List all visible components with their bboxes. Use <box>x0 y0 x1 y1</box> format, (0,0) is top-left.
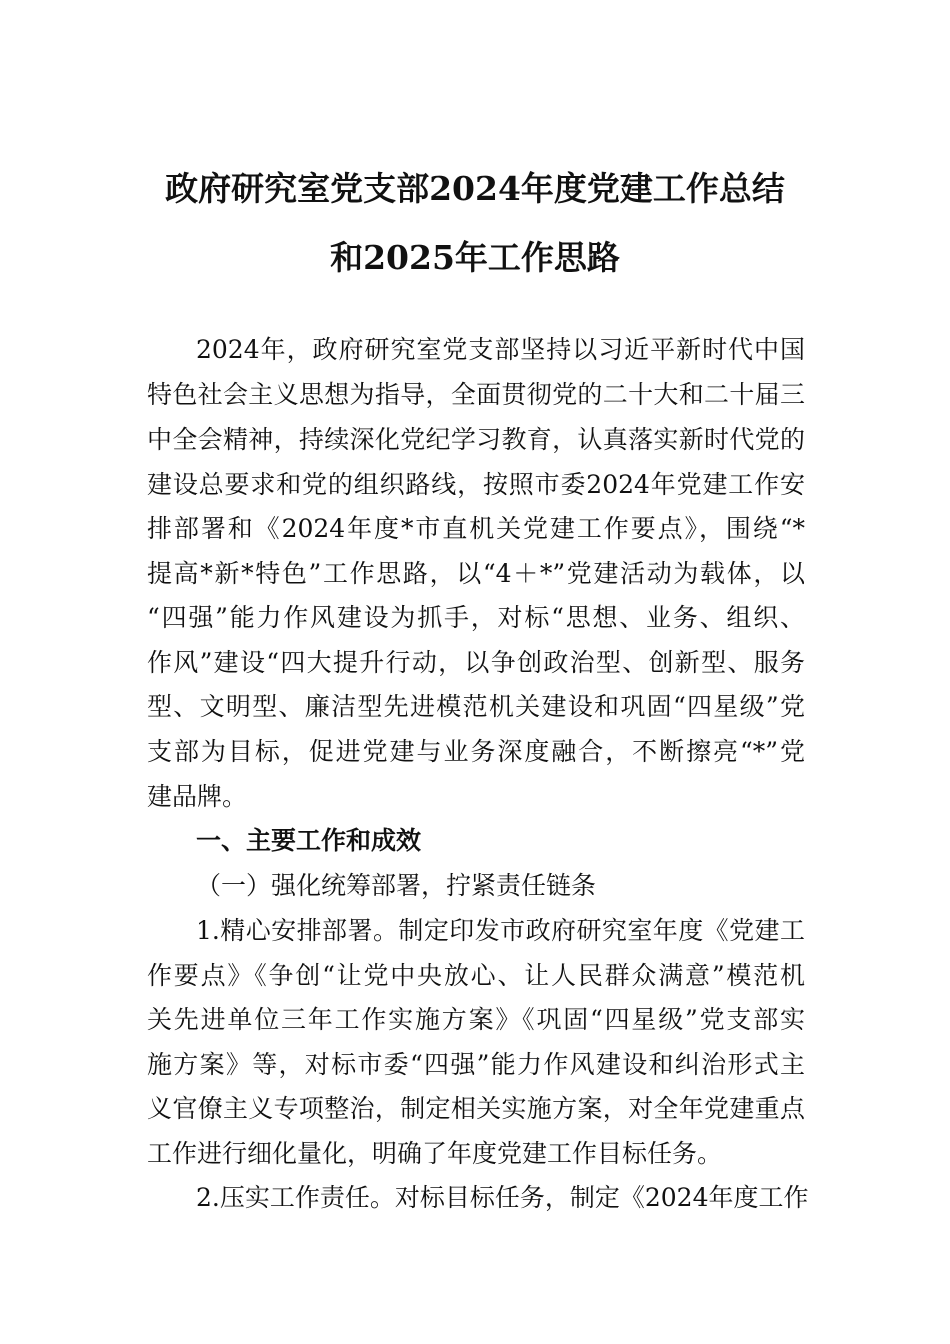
intro-line: 中全会精神，持续深化党纪学习教育，认真落实新时代党的 <box>147 425 805 454</box>
item-1-line: 义官僚主义专项整治，制定相关实施方案，对全年党建重点 <box>147 1094 805 1123</box>
item-1-line: 施方案》等，对标市委“四强”能力作风建设和纠治形式主 <box>147 1050 805 1079</box>
intro-line: 建设总要求和党的组织路线，按照市委2024年党建工作安 <box>147 470 805 499</box>
intro-line: 作风”建设“四大提升行动，以争创政治型、创新型、服务 <box>147 648 805 677</box>
intro-line: 2024年，政府研究室党支部坚持以习近平新时代中国 <box>196 335 805 364</box>
intro-line: 型、文明型、廉洁型先进模范机关建设和巩固“四星级”党 <box>147 692 805 721</box>
document-title-line-1: 政府研究室党支部2024年度党建工作总结 <box>165 169 785 208</box>
subsection-heading-1: （一）强化统筹部署，拧紧责任链条 <box>196 871 597 900</box>
item-1-line: 作要点》《争创“让党中央放心、让人民群众满意”模范机 <box>147 961 805 990</box>
intro-line: 排部署和《2024年度*市直机关党建工作要点》，围绕“* <box>147 514 805 543</box>
item-1-line: 工作进行细化量化，明确了年度党建工作目标任务。 <box>147 1139 723 1168</box>
intro-line: 提高*新*特色”工作思路，以“4＋*”党建活动为载体，以 <box>147 559 805 588</box>
document-title-line-2: 和2025年工作思路 <box>330 238 620 277</box>
item-1-line: 1.精心安排部署。制定印发市政府研究室年度《党建工 <box>196 916 805 945</box>
intro-line: 特色社会主义思想为指导，全面贯彻党的二十大和二十届三 <box>147 380 805 409</box>
section-heading-1: 一、主要工作和成效 <box>196 826 422 855</box>
item-1-line: 关先进单位三年工作实施方案》《巩固“四星级”党支部实 <box>147 1005 805 1034</box>
intro-line: “四强”能力作风建设为抓手，对标“思想、业务、组织、 <box>147 603 805 632</box>
item-2-line: 2.压实工作责任。对标目标任务，制定《2024年度工作 <box>196 1183 809 1212</box>
intro-line: 支部为目标，促进党建与业务深度融合，不断擦亮“*”党 <box>147 737 805 766</box>
intro-line: 建品牌。 <box>147 782 248 811</box>
